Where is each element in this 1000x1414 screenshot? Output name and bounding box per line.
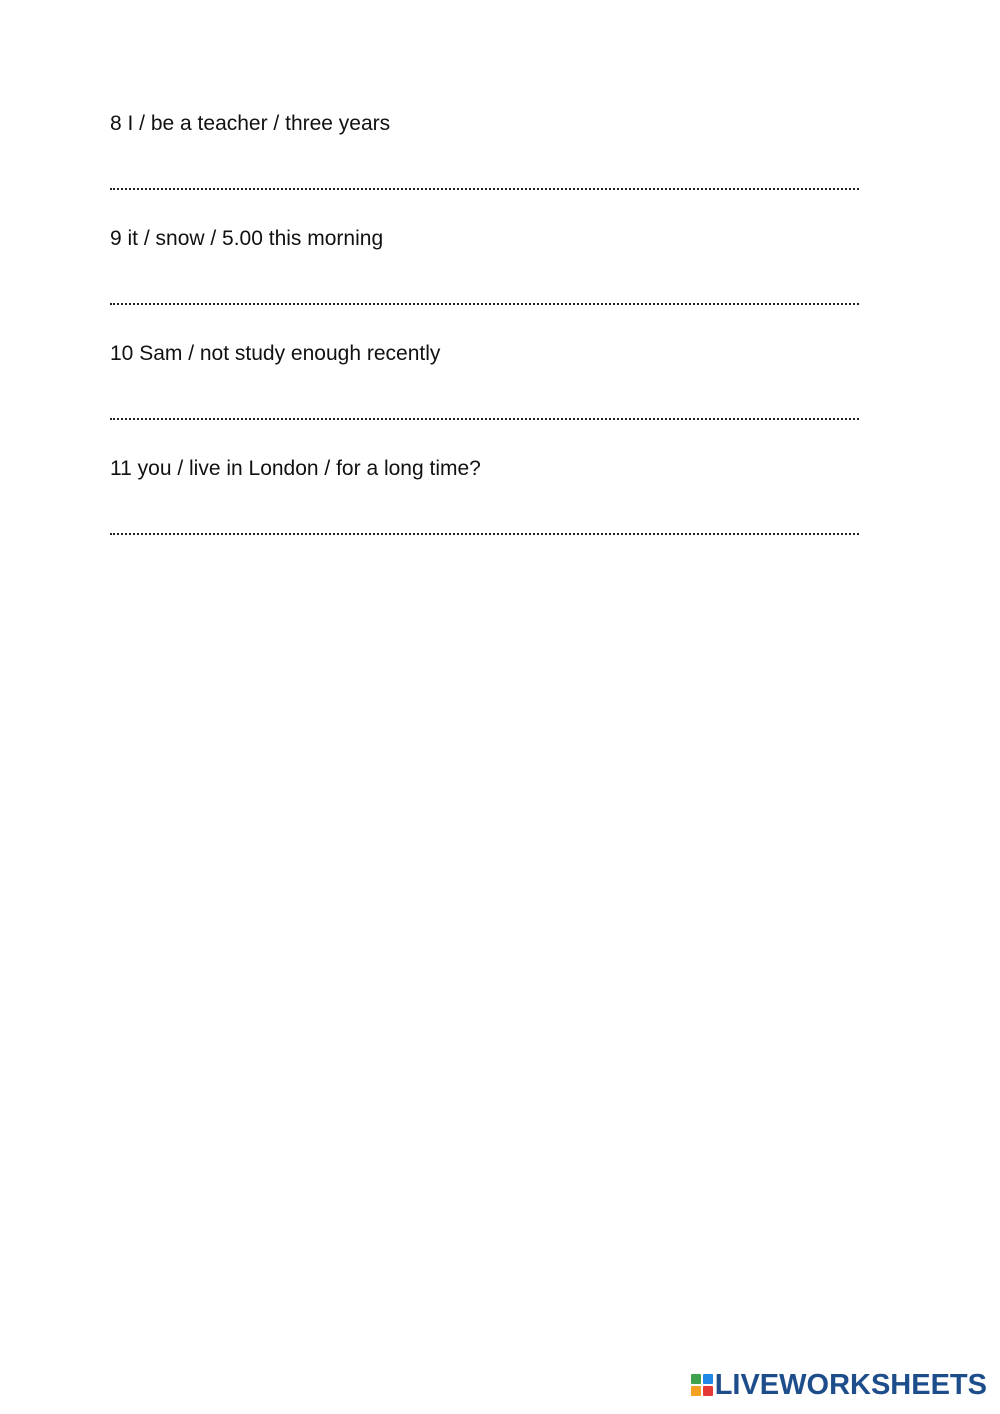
answer-input-8[interactable] (110, 158, 859, 188)
logo-square (703, 1374, 713, 1384)
logo-square (691, 1386, 701, 1396)
answer-line-9 (110, 303, 859, 305)
answer-line-11 (110, 533, 859, 535)
question-10: 10 Sam / not study enough recently (110, 342, 441, 365)
answer-input-10[interactable] (110, 388, 859, 418)
logo-squares-icon (691, 1374, 713, 1396)
question-11: 11 you / live in London / for a long time? (110, 457, 481, 480)
logo-text: LIVEWORKSHEETS (714, 1369, 987, 1401)
answer-line-8 (110, 188, 859, 190)
logo-square (691, 1374, 701, 1384)
logo-square (703, 1386, 713, 1396)
liveworksheets-logo (691, 1370, 987, 1400)
answer-line-10 (110, 418, 859, 420)
answer-input-11[interactable] (110, 503, 859, 533)
question-9: 9 it / snow / 5.00 this morning (110, 227, 384, 250)
question-8: 8 I / be a teacher / three years (110, 112, 391, 135)
answer-input-9[interactable] (110, 273, 859, 303)
